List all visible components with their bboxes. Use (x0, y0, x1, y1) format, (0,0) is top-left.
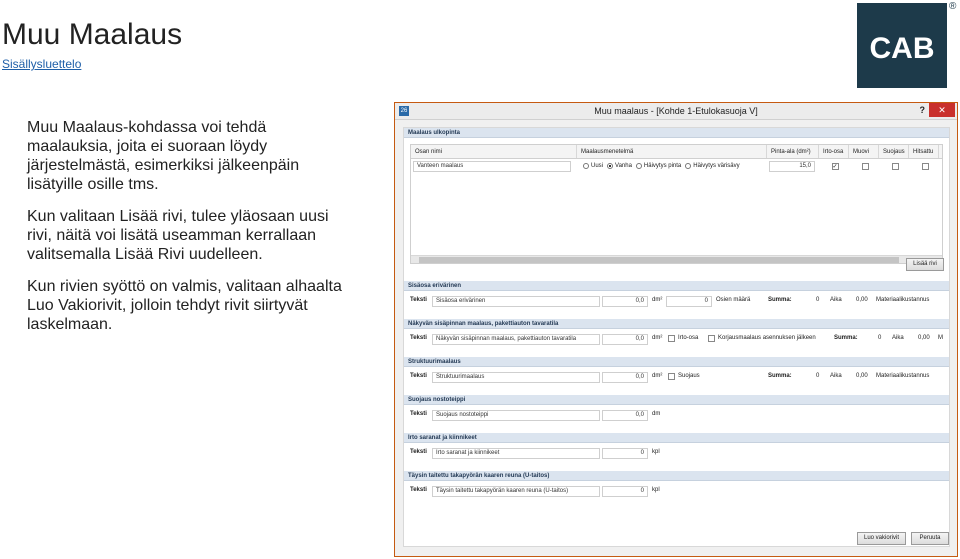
cancel-button[interactable]: Peruuta (911, 532, 949, 545)
checkbox-label: Irto-osa (678, 335, 699, 341)
section-header-outer: Maalaus ulkopinta (404, 128, 949, 138)
radio-haivytys-varisavy[interactable] (685, 163, 691, 169)
grid-header (411, 145, 942, 159)
section-header: Irto saranat ja kiinnikeet (404, 433, 949, 443)
radio-label: Uusi (591, 163, 604, 169)
parts-count-label: Osien määrä (716, 297, 751, 303)
field-label: Teksti (410, 335, 427, 341)
hitsattu-checkbox[interactable] (922, 163, 929, 170)
horizontal-scrollbar[interactable] (411, 255, 942, 263)
cost-label: Materiaalikustannus (876, 373, 930, 379)
field-label: Teksti (410, 449, 427, 455)
checkbox-label: Korjausmaalaus asennuksen jälkeen (718, 335, 816, 341)
time-label: Aika (830, 297, 842, 303)
time-value: 0,00 (856, 373, 868, 379)
cost-label: M (938, 335, 943, 341)
toc-link[interactable]: Sisällysluettelo (2, 57, 82, 71)
paragraph-1: Muu Maalaus-kohdassa voi tehdä maalauksia, joita ei suoraan löydy järjestelmästä, esimerkiksi jälkeenpäin lisätyille osille tms. (27, 119, 300, 193)
app-icon: 26 (400, 108, 408, 114)
create-rows-button[interactable]: Luo vakiorivit (857, 532, 906, 545)
unit-label: kpl (652, 487, 660, 493)
muovi-checkbox[interactable] (862, 163, 869, 170)
section-struktuurimaalaus (404, 357, 949, 387)
parts-grid (410, 144, 943, 264)
section-nakyvan-sisapinnan (404, 319, 949, 349)
field-label: Teksti (410, 297, 427, 303)
section-suojaus-nostoteippi (404, 395, 949, 425)
time-value: 0,00 (918, 335, 930, 341)
paragraph-2: Kun valitaan Lisää rivi, tulee yläosaan uusi rivi, näitä voi lisätä useamman kerrallaan valitsemalla Lisää Rivi uudelleen. (27, 208, 329, 263)
unit-label: dm² (652, 335, 663, 341)
cost-label: Materiaalikustannus (876, 297, 930, 303)
amount-input[interactable]: 0,0 (602, 296, 648, 307)
field-label: Teksti (410, 373, 427, 379)
grid-header-irto-osa[interactable]: Irto-osa (819, 145, 849, 158)
amount-input[interactable]: 0,0 (602, 372, 648, 383)
grid-header-area[interactable]: Pinta-ala (dm²) (767, 145, 819, 158)
amount-input[interactable]: 0 (602, 448, 648, 459)
amount-input[interactable]: 0,0 (602, 334, 648, 345)
muu-maalaus-window (394, 102, 958, 557)
cab-logo-graphic (857, 3, 947, 88)
sum-value: 0 (816, 297, 820, 303)
text-input[interactable]: Näkyvän sisäpinnan maalaus, pakettiauton tavaratila (432, 334, 600, 345)
sum-label: Summa: (768, 373, 792, 379)
sum-label: Summa: (834, 335, 858, 341)
scrollbar-thumb[interactable] (419, 257, 899, 263)
grid-header-muovi[interactable]: Muovi (849, 145, 879, 158)
window-body (403, 127, 950, 547)
section-header: Täysin taitettu takapyörän kaaren reuna (U-taitos) (404, 471, 949, 481)
time-label: Aika (892, 335, 904, 341)
text-input[interactable]: Irto saranat ja kiinnikeet (432, 448, 600, 459)
part-name-input[interactable]: Vanteen maalaus (413, 161, 571, 172)
irto-osa-checkbox[interactable]: ✓ (832, 163, 838, 170)
text-input[interactable]: Täysin taitettu takapyörän kaaren reuna (U-taitos) (432, 486, 600, 497)
amount-input[interactable]: 0 (602, 486, 648, 497)
logo-text: CAB (869, 32, 935, 65)
text-input[interactable]: Suojaus nostoteippi (432, 410, 600, 421)
unit-label: dm (652, 411, 661, 417)
window-title: Muu maalaus - [Kohde 1-Etulokasuoja V] (594, 106, 758, 116)
radio-label: Häivytys värisävy (693, 163, 740, 169)
unit-label: dm² (652, 297, 663, 303)
section-header: Näkyvän sisäpinnan maalaus, pakettiauton tavaratila (404, 319, 949, 329)
add-row-button[interactable]: Lisää rivi (906, 258, 944, 271)
close-button[interactable]: ✕ (929, 103, 955, 117)
field-label: Teksti (410, 411, 427, 417)
radio-label: Vanha (615, 163, 632, 169)
method-radio-group (577, 159, 767, 173)
grid-header-method[interactable]: Maalausmenetelmä (577, 145, 767, 158)
section-header: Suojaus nostoteippi (404, 395, 949, 405)
sum-label: Summa: (768, 297, 792, 303)
grid-header-name[interactable]: Osan nimi (411, 145, 577, 158)
radio-label: Häivytys pinta (643, 163, 682, 169)
section-u-taitos (404, 471, 949, 501)
field-label: Teksti (410, 487, 427, 493)
korjausmaalaus-checkbox[interactable] (708, 335, 715, 342)
radio-haivytys-pinta[interactable] (636, 163, 642, 169)
text-input[interactable]: Struktuurimaalaus (432, 372, 600, 383)
grid-header-suojaus[interactable]: Suojaus (879, 145, 909, 158)
time-value: 0,00 (856, 297, 868, 303)
text-input[interactable]: Sisäosa erivärinen (432, 296, 600, 307)
unit-label: dm² (652, 373, 663, 379)
section-sisaosa (404, 281, 949, 311)
checkbox-label: Suojaus (678, 373, 700, 379)
cab-logo (857, 3, 947, 88)
suojaus-checkbox[interactable] (668, 373, 675, 380)
window-titlebar[interactable] (395, 103, 957, 120)
radio-vanha[interactable] (607, 163, 613, 169)
help-icon[interactable]: ? (919, 105, 925, 115)
time-label: Aika (830, 373, 842, 379)
radio-uusi[interactable] (583, 163, 589, 169)
sum-value: 0 (816, 373, 820, 379)
grid-header-hitsattu[interactable]: Hitsattu (909, 145, 939, 158)
section-header: Sisäosa erivärinen (404, 281, 949, 291)
suojaus-checkbox[interactable] (892, 163, 899, 170)
area-input[interactable]: 15,0 (769, 161, 815, 172)
section-irto-saranat (404, 433, 949, 463)
sum-value: 0 (878, 335, 882, 341)
registered-mark: ® (949, 1, 957, 12)
amount-input[interactable]: 0,0 (602, 410, 648, 421)
parts-count-input[interactable]: 0 (666, 296, 712, 307)
section-header: Struktuurimaalaus (404, 357, 949, 367)
paragraph-3: Kun rivien syöttö on valmis, valitaan alhaalta Luo Vakiorivit, jolloin tehdyt rivit siirtyvät laskelmaan. (27, 278, 342, 333)
grid-row (411, 159, 942, 173)
irto-osa-checkbox[interactable] (668, 335, 675, 342)
slide-title: Muu Maalaus (2, 18, 183, 51)
unit-label: kpl (652, 449, 660, 455)
